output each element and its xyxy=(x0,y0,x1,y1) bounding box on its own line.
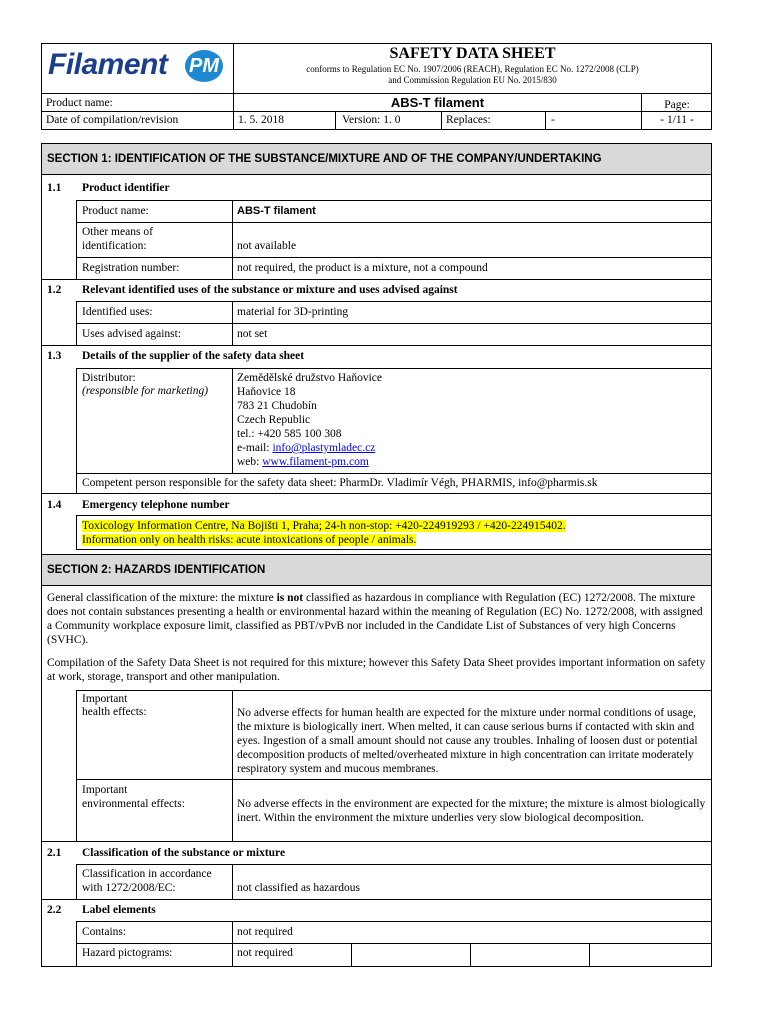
version-label: Version: 1. 0 xyxy=(342,114,401,126)
contains-label: Contains: xyxy=(82,926,127,938)
page-value: - 1/11 - xyxy=(660,114,694,126)
pictograms-value: not required xyxy=(237,947,293,959)
pictograms-label: Hazard pictograms: xyxy=(82,947,173,959)
para1-rest: The mixture does not contain substances presenting a health or environmental hazard within the meaning of Regulation (EC) No. 1272/2008, with assigned a Community workplace exposure limit, classified as PBT/vPvB nor included in the Candidate List of Substances of very high Concerns (SVHC). xyxy=(47,592,703,646)
health-effects-text: No adverse effects for human health are expected for the mixture under normal conditions of usage, the mixture is biologically inert. When melted, it can cause serious burns if contacted with skin and eyes. Ingestion of a small amount should not cause any troubles. Inhaling of loosen dust or potential decomposition products of melted/overheated mixture in high concentration can irritate moderately respiratory system and mucous membranes. xyxy=(237,707,698,775)
s12-number: 1.2 xyxy=(47,284,62,296)
identified-uses-label: Identified uses: xyxy=(82,306,153,318)
distributor-line-5: tel.: +420 585 100 308 xyxy=(237,428,342,440)
distributor-label: Distributor: xyxy=(82,372,136,384)
registration-value: not required, the product is a mixture, not a compound xyxy=(237,262,488,274)
replaces-value: - xyxy=(551,114,555,126)
s21-number: 2.1 xyxy=(47,847,62,859)
distributor-email-row xyxy=(237,441,375,455)
web-prefix: web: xyxy=(237,456,263,468)
classification-label-1: Classification in accordance xyxy=(82,868,212,880)
distributor-line-3: 783 21 Chudobín xyxy=(237,400,317,412)
product-name-label: Product name: xyxy=(82,205,149,217)
s22-number: 2.2 xyxy=(47,904,62,916)
classification-value: not classified as hazardous xyxy=(237,882,360,894)
filament-pm-logo xyxy=(48,46,228,88)
emergency-line-1 xyxy=(82,519,566,533)
section2-para2: Compilation of the Safety Data Sheet is not required for this mixture; however this Safety Data Sheet provides important information on safety at work, storage, transport and other manipulation. xyxy=(47,657,706,683)
emergency-line-2-text: Information only on health risks: acute intoxications of people / animals. xyxy=(82,534,417,546)
para1-text-b: classified as hazardous in compliance with Regulation (EC) 1272/2008. xyxy=(303,592,636,604)
document-title: SAFETY DATA SHEET xyxy=(389,45,556,62)
header-product-name-value: ABS-T filament xyxy=(390,95,485,110)
env-label-1: Important xyxy=(82,784,128,796)
advised-against-label: Uses advised against: xyxy=(82,328,182,340)
s14-number: 1.4 xyxy=(47,499,62,511)
contains-value: not required xyxy=(237,926,293,938)
replaces-label: Replaces: xyxy=(446,114,491,126)
s13-title: Details of the supplier of the safety data sheet xyxy=(82,350,305,362)
header-product-name-label: Product name: xyxy=(46,97,113,109)
s13-number: 1.3 xyxy=(47,350,62,362)
other-means-label-1: Other means of xyxy=(82,226,153,238)
other-means-label-2: identification: xyxy=(82,240,147,252)
distributor-note: (responsible for marketing) xyxy=(82,385,209,397)
emergency-line-2 xyxy=(82,533,416,547)
s14-title: Emergency telephone number xyxy=(82,499,230,511)
classification-label-2: with 1272/2008/EC: xyxy=(82,882,176,894)
conforms-line-2: and Commission Regulation EU No. 2015/830 xyxy=(388,75,557,85)
other-means-value: not available xyxy=(237,240,297,252)
s11-number: 1.1 xyxy=(47,182,62,194)
s12-title: Relevant identified uses of the substance or mixture and uses advised against xyxy=(82,284,458,296)
logo-text: Filament xyxy=(48,48,168,81)
section1-heading: SECTION 1: IDENTIFICATION OF THE SUBSTANCE/MIXTURE AND OF THE COMPANY/UNDERTAKING xyxy=(47,153,602,165)
competent-person: Competent person responsible for the safety data sheet: PharmDr. Vladimír Végh, PHARMIS, info@pharmis.sk xyxy=(82,477,598,489)
distributor-web-row xyxy=(237,455,369,469)
distributor-line-1: Zemědělské družstvo Haňovice xyxy=(237,372,382,384)
para1-text-a: General classification of the mixture: the mixture xyxy=(47,592,277,604)
section2-heading: SECTION 2: HAZARDS IDENTIFICATION xyxy=(47,564,266,576)
health-label-2: health effects: xyxy=(82,706,147,718)
registration-label: Registration number: xyxy=(82,262,180,274)
env-label-2: environmental effects: xyxy=(82,798,185,810)
product-name-value: ABS-T filament xyxy=(237,205,316,217)
web-link[interactable]: www.filament-pm.com xyxy=(262,456,369,468)
emergency-line-1-text: Toxicology Information Centre, Na Bojišti 1, Praha; 24-h non-stop: +420-224919293 / +420-224915402. xyxy=(82,520,566,532)
section2-para1 xyxy=(47,591,707,647)
email-prefix: e-mail: xyxy=(237,442,273,454)
page-label: Page: xyxy=(664,99,690,111)
s21-title: Classification of the substance or mixture xyxy=(82,847,286,859)
distributor-line-2: Haňovice 18 xyxy=(237,386,296,398)
logo-badge: PM xyxy=(185,50,223,82)
conforms-line-1: conforms to Regulation EC No. 1907/2006 (REACH), Regulation EC No. 1272/2008 (CLP) xyxy=(306,64,639,74)
env-effects-text: No adverse effects in the environment are expected for the mixture; the mixture is almost biologically inert. Within the environment the mixture underlies very slow biological decomposition. xyxy=(237,798,706,824)
advised-against-value: not set xyxy=(237,328,268,340)
identified-uses-value: material for 3D-printing xyxy=(237,306,349,318)
date-value: 1. 5. 2018 xyxy=(238,114,284,126)
distributor-line-4: Czech Republic xyxy=(237,414,311,426)
s11-title: Product identifier xyxy=(82,182,170,194)
s22-title: Label elements xyxy=(82,904,156,916)
date-label: Date of compilation/revision xyxy=(46,114,179,126)
email-link[interactable]: info@plastymladec.cz xyxy=(272,442,376,454)
para1-bold: is not xyxy=(276,592,304,604)
health-label-1: Important xyxy=(82,693,128,705)
